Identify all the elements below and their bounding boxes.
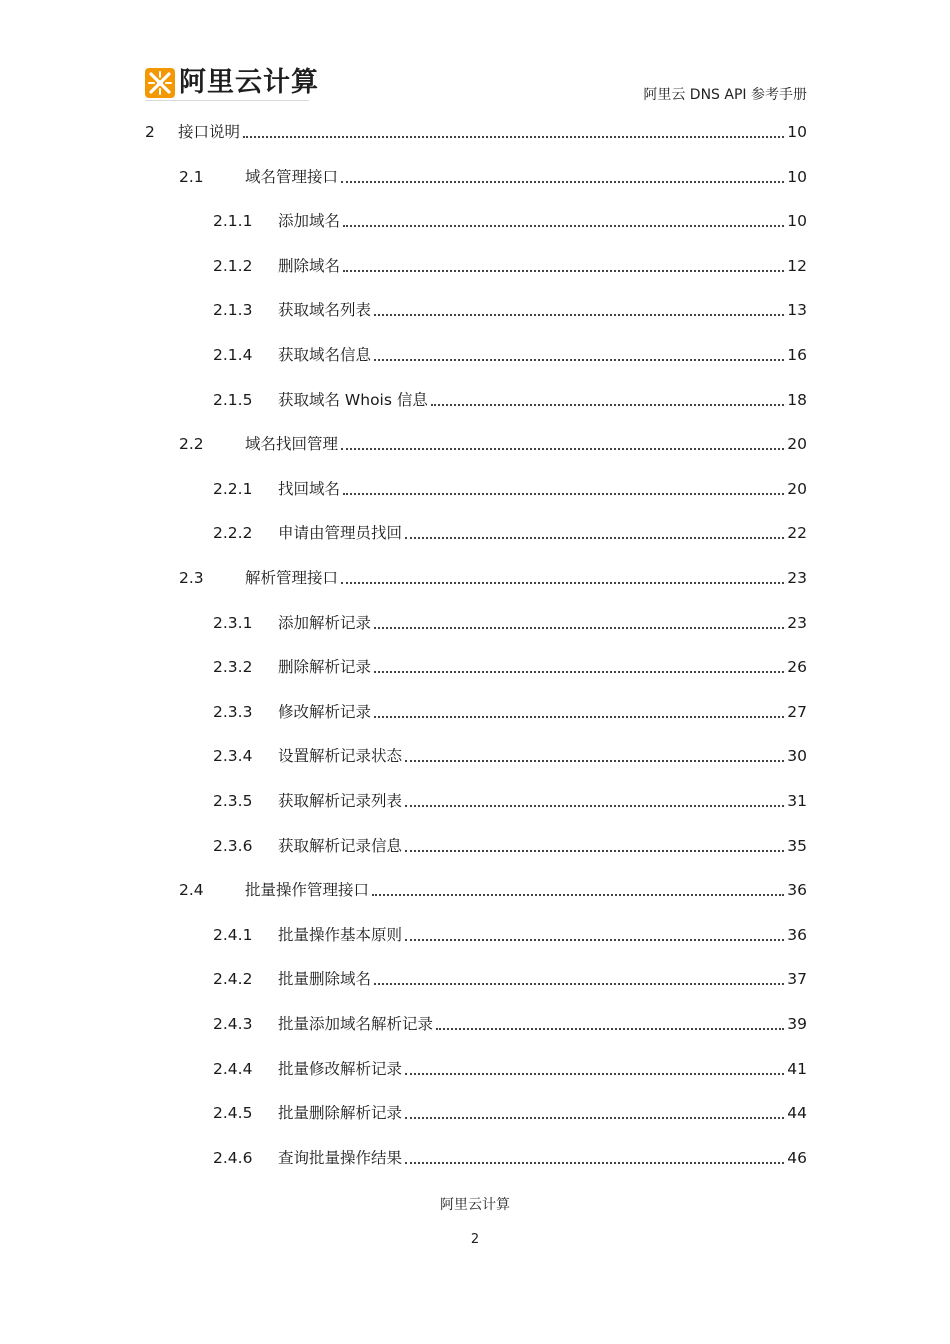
toc-entry-number: 2.4.2 <box>213 970 253 989</box>
toc-entry-number: 2.3.6 <box>213 836 253 855</box>
toc-entry-page: 36 <box>787 881 807 900</box>
logo-text: 阿里云计算 <box>179 67 319 98</box>
toc-entry-title: 获取域名信息 <box>278 346 372 364</box>
toc-entry[interactable] <box>145 120 807 144</box>
toc-dot-leader <box>374 983 784 985</box>
toc-entry-number: 2.4.6 <box>213 1148 253 1167</box>
toc-entry-number: 2.1.5 <box>213 390 253 409</box>
toc-entry-number: 2.3.5 <box>213 792 253 810</box>
toc-entry-page: 30 <box>787 747 807 766</box>
toc-entry-number: 2.3.2 <box>213 658 253 677</box>
toc-entry-page: 10 <box>787 212 807 231</box>
toc-entry[interactable] <box>145 477 807 501</box>
toc-entry-page: 31 <box>787 792 807 810</box>
toc-entry[interactable] <box>145 923 807 947</box>
toc-entry[interactable] <box>145 1101 807 1125</box>
toc-entry-number: 2.2.1 <box>213 479 253 498</box>
toc-entry[interactable] <box>145 611 807 635</box>
toc-entry[interactable] <box>145 1146 807 1170</box>
toc-entry-title: 修改解析记录 <box>278 702 372 721</box>
toc-dot-leader <box>405 537 784 539</box>
toc-entry-page: 26 <box>787 658 807 677</box>
toc-entry-number: 2.2 <box>179 435 204 454</box>
toc-entry-page: 39 <box>787 1015 807 1033</box>
toc-entry-title: 获取域名 Whois 信息 <box>278 390 428 409</box>
toc-entry-number: 2.4 <box>179 881 204 900</box>
toc-entry[interactable] <box>145 343 807 367</box>
toc-dot-leader <box>405 850 784 852</box>
toc-entry-number: 2.1.3 <box>213 301 253 320</box>
toc-entry[interactable] <box>145 700 807 724</box>
toc-entry[interactable] <box>145 298 807 322</box>
toc-dot-leader <box>372 894 784 896</box>
toc-entry[interactable] <box>145 744 807 768</box>
toc-entry-title: 添加解析记录 <box>278 613 372 632</box>
toc-entry-title: 申请由管理员找回 <box>278 524 403 543</box>
toc-entry-number: 2.1.4 <box>213 346 253 364</box>
toc-dot-leader <box>374 671 784 673</box>
toc-dot-leader <box>374 716 784 718</box>
toc-entry-title: 批量添加域名解析记录 <box>278 1015 434 1033</box>
toc-entry[interactable] <box>145 388 807 412</box>
toc-entry-title: 批量操作管理接口 <box>245 881 370 900</box>
toc-entry-page: 46 <box>787 1148 807 1167</box>
toc-entry[interactable] <box>145 1012 807 1036</box>
toc-entry[interactable] <box>145 566 807 590</box>
toc-entry-page: 35 <box>787 836 807 855</box>
toc-dot-leader <box>374 359 784 361</box>
aliyun-logo-icon <box>145 68 175 98</box>
toc-entry-title: 域名管理接口 <box>245 167 339 186</box>
toc-dot-leader <box>341 582 784 584</box>
toc-dot-leader <box>343 493 784 495</box>
toc-entry-page: 20 <box>787 435 807 454</box>
toc-entry-title: 添加域名 <box>278 212 341 231</box>
toc-entry-page: 16 <box>787 346 807 364</box>
header-divider <box>145 100 309 101</box>
toc-dot-leader <box>343 225 784 227</box>
toc-dot-leader <box>343 270 784 272</box>
toc-dot-leader <box>405 1073 784 1075</box>
toc-entry-number: 2.4.4 <box>213 1059 253 1078</box>
toc-entry-number: 2.1.2 <box>213 256 253 275</box>
toc-entry-title: 找回域名 <box>278 479 341 498</box>
toc-entry-title: 获取解析记录列表 <box>278 792 403 810</box>
toc-entry-page: 18 <box>787 390 807 409</box>
toc-entry-title: 接口说明 <box>178 123 241 141</box>
toc-entry[interactable] <box>145 254 807 278</box>
toc-entry-number: 2.1.1 <box>213 212 253 231</box>
toc-entry-number: 2.4.5 <box>213 1104 253 1123</box>
toc-entry-page: 44 <box>787 1104 807 1123</box>
toc-dot-leader <box>341 181 784 183</box>
company-logo <box>145 66 319 100</box>
toc-entry-title: 批量删除域名 <box>278 970 372 989</box>
toc-entry-number: 2.4.1 <box>213 925 253 944</box>
toc-entry-page: 23 <box>787 613 807 632</box>
toc-entry-page: 22 <box>787 524 807 543</box>
toc-entry-title: 删除解析记录 <box>278 658 372 677</box>
toc-dot-leader <box>405 1162 784 1164</box>
toc-entry-number: 2.3.3 <box>213 702 253 721</box>
toc-entry-title: 批量操作基本原则 <box>278 925 403 944</box>
toc-entry-number: 2.3 <box>179 569 204 587</box>
toc-entry[interactable] <box>145 655 807 679</box>
toc-entry-title: 批量修改解析记录 <box>278 1059 403 1078</box>
toc-entry[interactable] <box>145 521 807 545</box>
toc-entry[interactable] <box>145 967 807 991</box>
toc-dot-leader <box>374 627 784 629</box>
toc-entry-title: 删除域名 <box>278 256 341 275</box>
toc-dot-leader <box>374 314 784 316</box>
toc-entry-page: 10 <box>787 123 807 141</box>
toc-entry-page: 20 <box>787 479 807 498</box>
toc-dot-leader <box>405 939 784 941</box>
toc-entry-title: 查询批量操作结果 <box>278 1148 403 1167</box>
toc-entry[interactable] <box>145 432 807 456</box>
toc-entry-page: 27 <box>787 702 807 721</box>
toc-entry[interactable] <box>145 878 807 902</box>
toc-entry-title: 获取解析记录信息 <box>278 836 403 855</box>
toc-dot-leader <box>436 1028 784 1030</box>
toc-entry-number: 2.3.4 <box>213 747 253 766</box>
toc-entry-number: 2.4.3 <box>213 1015 253 1033</box>
toc-entry-number: 2 <box>145 123 155 141</box>
toc-entry-number: 2.1 <box>179 167 204 186</box>
page-header <box>145 66 807 102</box>
toc-entry[interactable] <box>145 165 807 189</box>
toc-entry[interactable] <box>145 209 807 233</box>
toc-entry-page: 36 <box>787 925 807 944</box>
toc-dot-leader <box>405 805 784 807</box>
toc-entry[interactable] <box>145 1057 807 1081</box>
toc-entry-number: 2.3.1 <box>213 613 253 632</box>
toc-entry-title: 获取域名列表 <box>278 301 372 320</box>
toc-dot-leader <box>431 404 784 406</box>
footer-page-number: 2 <box>470 1232 480 1247</box>
document-title: 阿里云 DNS API 参考手册 <box>643 87 807 103</box>
toc-entry-number: 2.2.2 <box>213 524 253 543</box>
toc-dot-leader <box>243 136 784 138</box>
toc-entry-page: 12 <box>787 256 807 275</box>
toc-entry-page: 41 <box>787 1059 807 1078</box>
footer-company: 阿里云计算 <box>440 1197 510 1213</box>
toc-entry-page: 13 <box>787 301 807 320</box>
toc-entry-title: 批量删除解析记录 <box>278 1104 403 1123</box>
toc-entry-page: 10 <box>787 167 807 186</box>
toc-entry-title: 设置解析记录状态 <box>278 747 403 766</box>
toc-entry-title: 解析管理接口 <box>245 569 339 587</box>
toc-dot-leader <box>405 760 784 762</box>
toc-dot-leader <box>341 448 784 450</box>
toc-entry-page: 23 <box>787 569 807 587</box>
toc-entry-page: 37 <box>787 970 807 989</box>
toc-dot-leader <box>405 1117 784 1119</box>
toc-entry-title: 域名找回管理 <box>245 435 339 454</box>
toc-entry[interactable] <box>145 834 807 858</box>
toc-entry[interactable] <box>145 789 807 813</box>
